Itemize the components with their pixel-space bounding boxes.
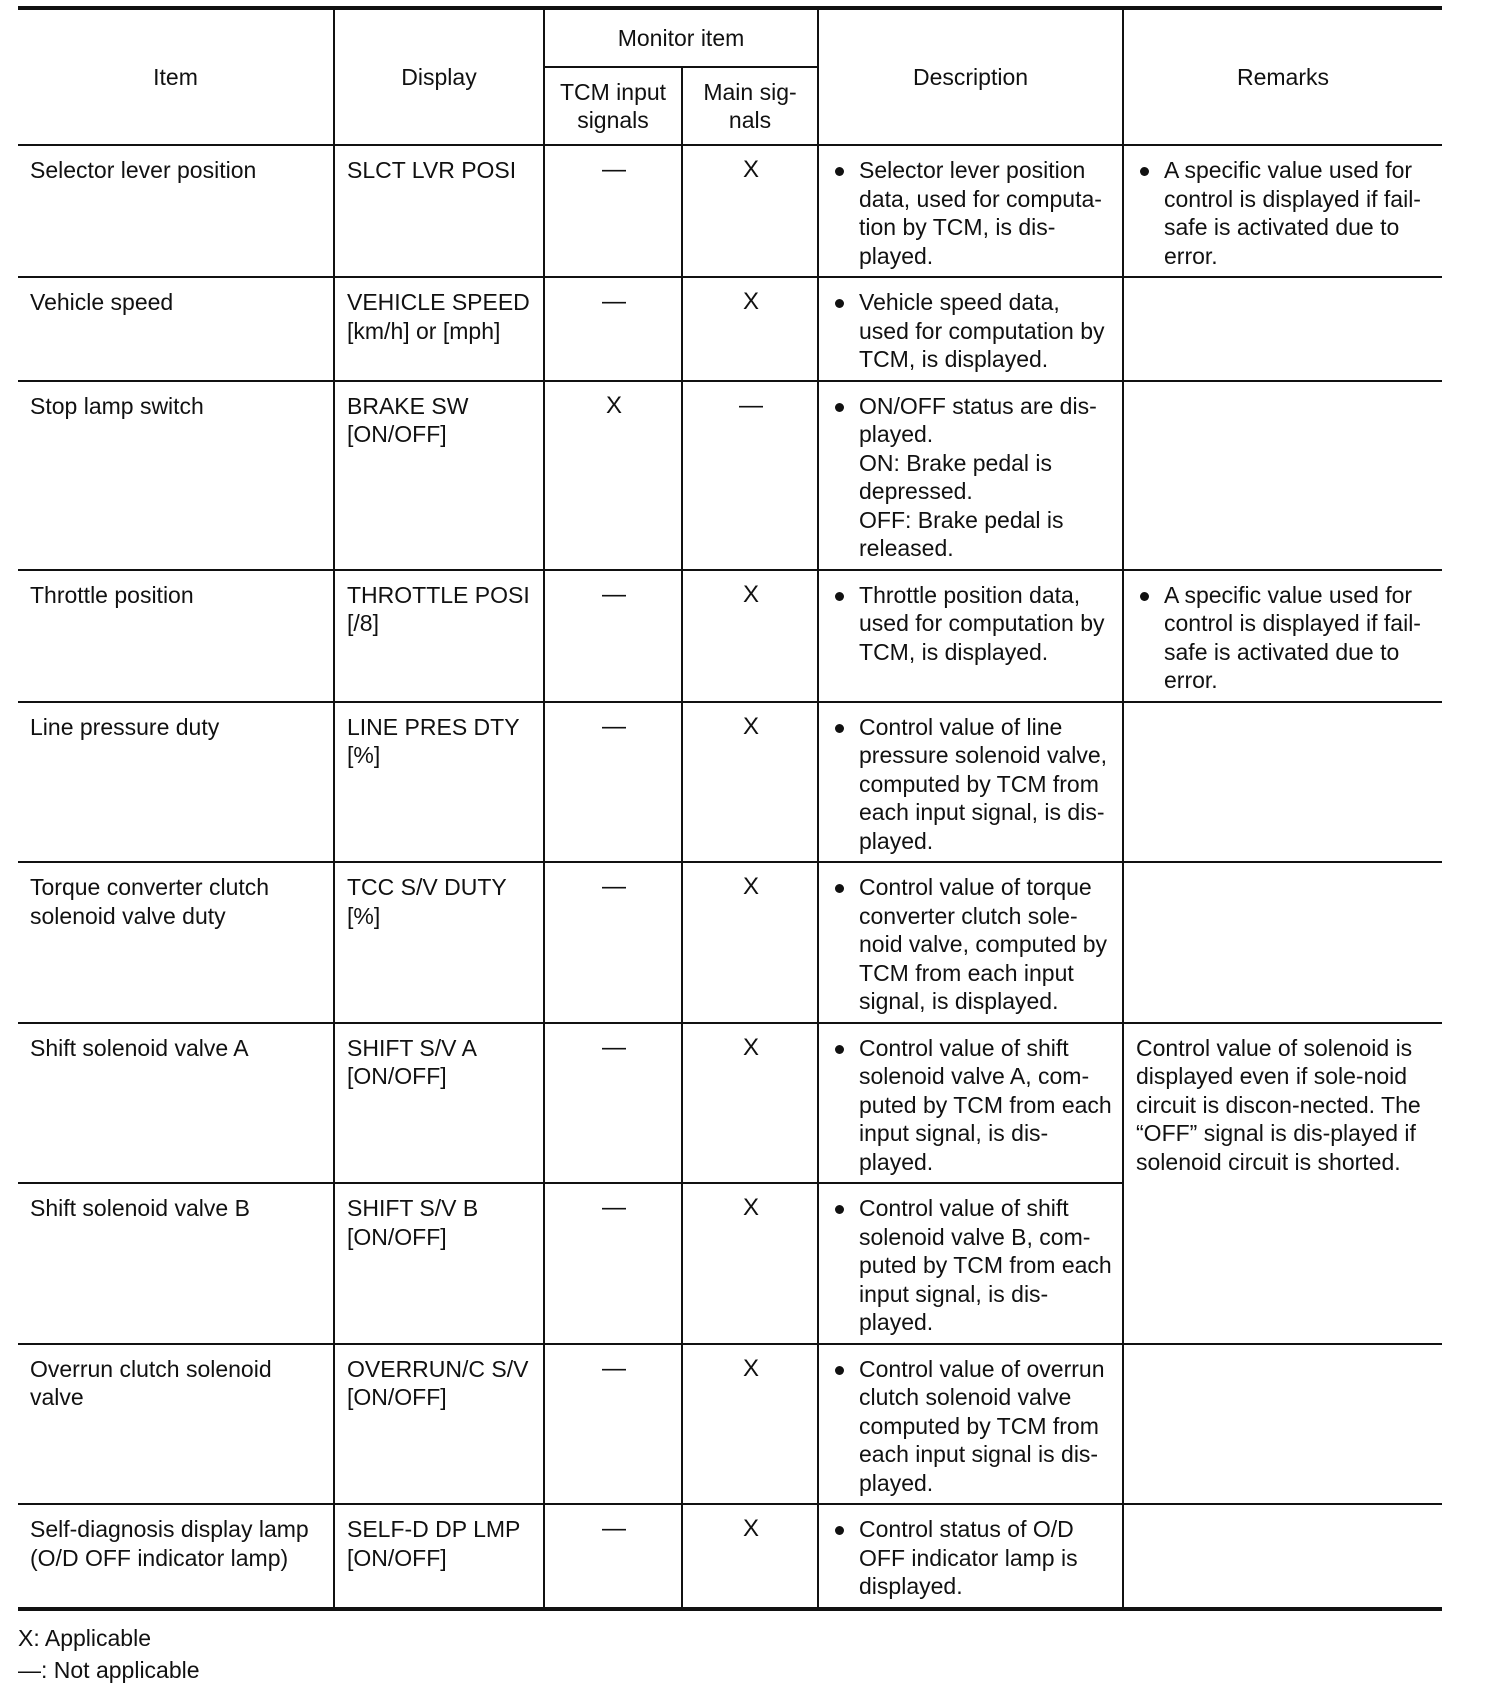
header-item: Item — [18, 8, 334, 145]
main-signal-mark: X — [682, 702, 818, 863]
main-signal-mark: X — [682, 862, 818, 1023]
description-item — [831, 288, 1112, 374]
table-row — [18, 381, 1442, 570]
tcm-input-signal-mark: — — [544, 1344, 682, 1505]
description-item — [831, 1194, 1112, 1337]
description-item — [831, 156, 1112, 270]
description-line: Selector lever position data, used for computa-tion by TCM, is dis-played. — [859, 157, 1102, 269]
description-item — [831, 1034, 1112, 1177]
table-row — [18, 1344, 1442, 1505]
description-line: ON/OFF status are dis-played. — [859, 392, 1097, 447]
description-line: Control value of torque converter clutch sole-noid valve, computed by TCM from each input signal, is displayed. — [859, 874, 1108, 1014]
description-list — [831, 288, 1112, 374]
tcm-input-signal-mark: — — [544, 1023, 682, 1184]
remarks-cell — [1123, 702, 1442, 863]
display-cell: SHIFT S/V A [ON/OFF] — [334, 1023, 544, 1184]
display-cell: BRAKE SW [ON/OFF] — [334, 381, 544, 570]
description-line: ON: Brake pedal is depressed. — [859, 449, 1053, 504]
description-list — [831, 392, 1112, 563]
item-cell: Shift solenoid valve A — [18, 1023, 334, 1184]
header-monitor-item: Monitor item — [544, 8, 818, 67]
tcm-input-signal-mark: X — [544, 381, 682, 570]
description-list — [831, 1034, 1112, 1177]
description-list — [831, 156, 1112, 270]
remarks-cell — [1123, 570, 1442, 702]
remarks-cell: Control value of solenoid is displayed even if sole-noid circuit is discon-nected. The “OFF” signal is dis-played if solenoid circuit is shorted. — [1123, 1023, 1442, 1344]
description-cell — [818, 862, 1123, 1023]
description-item — [831, 392, 1112, 563]
description-line: Control value of overrun clutch solenoid valve computed by TCM from each input signal is dis-played. — [859, 1355, 1105, 1496]
monitor-item-table — [18, 6, 1442, 1611]
remarks-cell — [1123, 1344, 1442, 1505]
description-list — [831, 713, 1112, 856]
item-cell: Stop lamp switch — [18, 381, 334, 570]
description-cell — [818, 145, 1123, 277]
description-line: Control value of shift solenoid valve B, com-puted by TCM from each input signal, is dis-played. — [859, 1195, 1112, 1335]
description-list — [831, 873, 1112, 1016]
description-cell — [818, 702, 1123, 863]
display-cell: SELF-D DP LMP [ON/OFF] — [334, 1504, 544, 1609]
header-main-signals: Main sig-nals — [682, 67, 818, 145]
remarks-cell — [1123, 381, 1442, 570]
description-item — [831, 581, 1112, 667]
table-row — [18, 1023, 1442, 1184]
tcm-input-signal-mark: — — [544, 145, 682, 277]
main-signal-mark: — — [682, 381, 818, 570]
display-cell: VEHICLE SPEED [km/h] or [mph] — [334, 277, 544, 381]
remarks-list — [1136, 581, 1432, 695]
legend-applicable: X: Applicable — [18, 1625, 151, 1651]
item-cell: Shift solenoid valve B — [18, 1183, 334, 1344]
remarks-cell — [1123, 145, 1442, 277]
tcm-input-signal-mark: — — [544, 862, 682, 1023]
description-cell — [818, 570, 1123, 702]
description-line: Vehicle speed data, used for computation by TCM, is displayed. — [859, 289, 1105, 372]
remarks-item: A specific value used for control is displayed if fail-safe is activated due to error. — [1136, 156, 1432, 270]
remarks-cell — [1123, 277, 1442, 381]
table-row — [18, 702, 1442, 863]
display-cell: THROTTLE POSI [/8] — [334, 570, 544, 702]
table-row — [18, 1504, 1442, 1609]
legend-not-applicable: —: Not applicable — [18, 1657, 200, 1683]
description-line: Control value of shift solenoid valve A, com-puted by TCM from each input signal, is dis-played. — [859, 1034, 1112, 1175]
table-row — [18, 277, 1442, 381]
remarks-cell — [1123, 862, 1442, 1023]
header-description: Description — [818, 8, 1123, 145]
tcm-input-signal-mark: — — [544, 570, 682, 702]
header-tcm-input-signals: TCM input signals — [544, 67, 682, 145]
main-signal-mark: X — [682, 145, 818, 277]
tcm-input-signal-mark: — — [544, 1504, 682, 1609]
item-cell: Overrun clutch solenoid valve — [18, 1344, 334, 1505]
remarks-item: A specific value used for control is displayed if fail-safe is activated due to error. — [1136, 581, 1432, 695]
table-row — [18, 862, 1442, 1023]
description-cell — [818, 1023, 1123, 1184]
main-signal-mark: X — [682, 1504, 818, 1609]
item-cell: Torque converter clutch solenoid valve duty — [18, 862, 334, 1023]
main-signal-mark: X — [682, 570, 818, 702]
item-cell: Self-diagnosis display lamp (O/D OFF indicator lamp) — [18, 1504, 334, 1609]
display-cell: TCC S/V DUTY [%] — [334, 862, 544, 1023]
description-item — [831, 713, 1112, 856]
remarks-list — [1136, 156, 1432, 270]
main-signal-mark: X — [682, 1023, 818, 1184]
description-cell — [818, 1344, 1123, 1505]
description-cell — [818, 277, 1123, 381]
description-cell — [818, 1183, 1123, 1344]
item-cell: Throttle position — [18, 570, 334, 702]
main-signal-mark: X — [682, 1344, 818, 1505]
description-line: Control value of line pressure solenoid valve, computed by TCM from each input signal, is dis-played. — [859, 713, 1108, 854]
description-cell — [818, 1504, 1123, 1609]
table-body — [18, 145, 1442, 1609]
header-display: Display — [334, 8, 544, 145]
display-cell: OVERRUN/C S/V [ON/OFF] — [334, 1344, 544, 1505]
description-list — [831, 581, 1112, 667]
description-item — [831, 1515, 1112, 1601]
description-line: Throttle position data, used for computation by TCM, is displayed. — [859, 581, 1105, 665]
display-cell: SLCT LVR POSI — [334, 145, 544, 277]
item-cell: Vehicle speed — [18, 277, 334, 381]
item-cell: Line pressure duty — [18, 702, 334, 863]
description-list — [831, 1194, 1112, 1337]
item-cell: Selector lever position — [18, 145, 334, 277]
description-item — [831, 1355, 1112, 1498]
display-cell: LINE PRES DTY [%] — [334, 702, 544, 863]
header-remarks: Remarks — [1123, 8, 1442, 145]
description-list — [831, 1355, 1112, 1498]
main-signal-mark: X — [682, 1183, 818, 1344]
tcm-input-signal-mark: — — [544, 1183, 682, 1344]
description-line: Control status of O/D OFF indicator lamp is displayed. — [859, 1516, 1078, 1599]
table-row — [18, 570, 1442, 702]
description-cell — [818, 381, 1123, 570]
display-cell: SHIFT S/V B [ON/OFF] — [334, 1183, 544, 1344]
remarks-cell — [1123, 1504, 1442, 1609]
table-row — [18, 145, 1442, 277]
tcm-input-signal-mark: — — [544, 277, 682, 381]
main-signal-mark: X — [682, 277, 818, 381]
description-item — [831, 873, 1112, 1016]
description-list — [831, 1515, 1112, 1601]
tcm-input-signal-mark: — — [544, 702, 682, 863]
description-line: OFF: Brake pedal is released. — [859, 506, 1064, 561]
